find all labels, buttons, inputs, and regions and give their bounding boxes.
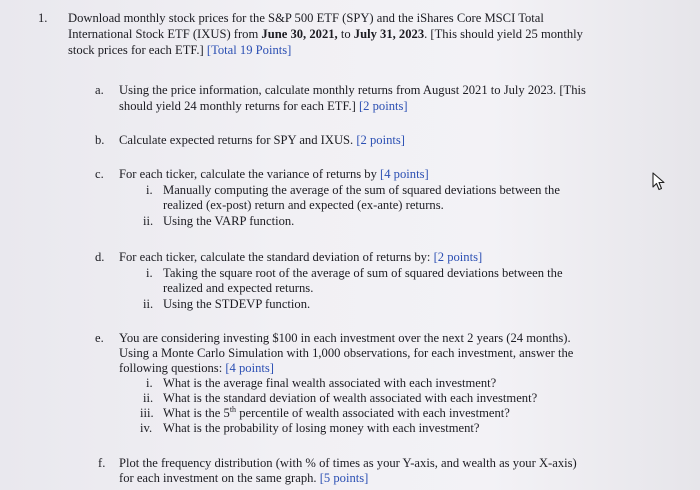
part-c-item-1-line-2: realized (ex-post) return and expected (ex-ante) returns.: [163, 198, 444, 212]
sub-item-number: iv.: [140, 421, 153, 435]
part-d-item-1-line-1: Taking the square root of the average of sum of squared deviations between the: [163, 266, 563, 280]
part-a-label: a.: [95, 83, 104, 97]
question-1-line-1: Download monthly stock prices for the S&P 500 ETF (SPY) and the iShares Core MSCI Total: [68, 11, 544, 25]
part-e-line-2: Using a Monte Carlo Simulation with 1,000 observations, for each investment, answer the: [119, 346, 574, 360]
part-c-label: c.: [95, 167, 104, 181]
sub-item-number: ii.: [143, 391, 154, 405]
question-1-line-3: stock prices for each ETF.] [Total 19 Points]: [68, 43, 292, 57]
question-number: 1.: [38, 11, 48, 25]
question-1-line-2: International Stock ETF (IXUS) from June 30, 2021, to July 31, 2023. [This should yield 25 monthly: [68, 27, 583, 41]
part-e-item-1: What is the average final wealth associated with each investment?: [163, 376, 497, 390]
part-e-line-3: following questions: [4 points]: [119, 361, 274, 375]
part-c-item-1-line-1: Manually computing the average of the sum of squared deviations between the: [163, 183, 560, 197]
part-a-points: [2 points]: [358, 99, 408, 113]
part-c-points: [4 points]: [380, 167, 429, 181]
part-f-line-2: for each investment on the same graph. [5 points]: [119, 471, 369, 485]
part-d-points: [2 points]: [433, 250, 483, 264]
part-d-item-1-line-2: realized and expected returns.: [163, 281, 314, 295]
part-e-item-4: What is the probability of losing money with each investment?: [163, 421, 480, 435]
sub-item-number: i.: [146, 376, 153, 390]
part-d-text: For each ticker, calculate the standard deviation of returns by: [2 points]: [119, 250, 483, 264]
part-c-text: For each ticker, calculate the variance of returns by [4 points]: [119, 167, 429, 181]
part-a-line-1: Using the price information, calculate monthly returns from August 2021 to July 2023. [This: [119, 83, 586, 97]
part-b-text: Calculate expected returns for SPY and IXUS. [2 points]: [119, 133, 405, 147]
part-e-line-1: You are considering investing $100 in each investment over the next 2 years (24 months).: [119, 331, 571, 345]
part-e-item-3: What is the 5th percentile of wealth associated with each investment?: [163, 404, 510, 420]
end-date: July 31, 2023: [353, 27, 425, 41]
total-points: [Total 19 Points]: [206, 43, 292, 57]
part-b-points: [2 points]: [356, 133, 405, 147]
part-d-item-2: Using the STDEVP function.: [163, 297, 311, 311]
part-f-points: [5 points]: [319, 471, 369, 485]
part-c-item-2: Using the VARP function.: [163, 214, 295, 228]
part-b-label: b.: [95, 133, 105, 147]
sub-item-number: ii.: [143, 214, 154, 228]
part-f-line-1: Plot the frequency distribution (with % of times as your Y-axis, and wealth as your X-axis): [119, 456, 577, 470]
part-a-line-2: should yield 24 monthly returns for each ETF.] [2 points]: [119, 99, 408, 113]
start-date: June 30, 2021,: [261, 27, 338, 41]
sub-item-number: ii.: [143, 297, 154, 311]
part-e-item-2: What is the standard deviation of wealth associated with each investment?: [163, 391, 538, 405]
part-f-label: f.: [98, 456, 106, 470]
sub-item-number: i.: [146, 183, 153, 197]
part-e-points: [4 points]: [225, 361, 274, 375]
mouse-cursor-icon: [651, 172, 669, 192]
part-d-label: d.: [95, 250, 105, 264]
part-e-label: e.: [95, 331, 104, 345]
sub-item-number: iii.: [140, 406, 154, 420]
sub-item-number: i.: [146, 266, 153, 280]
